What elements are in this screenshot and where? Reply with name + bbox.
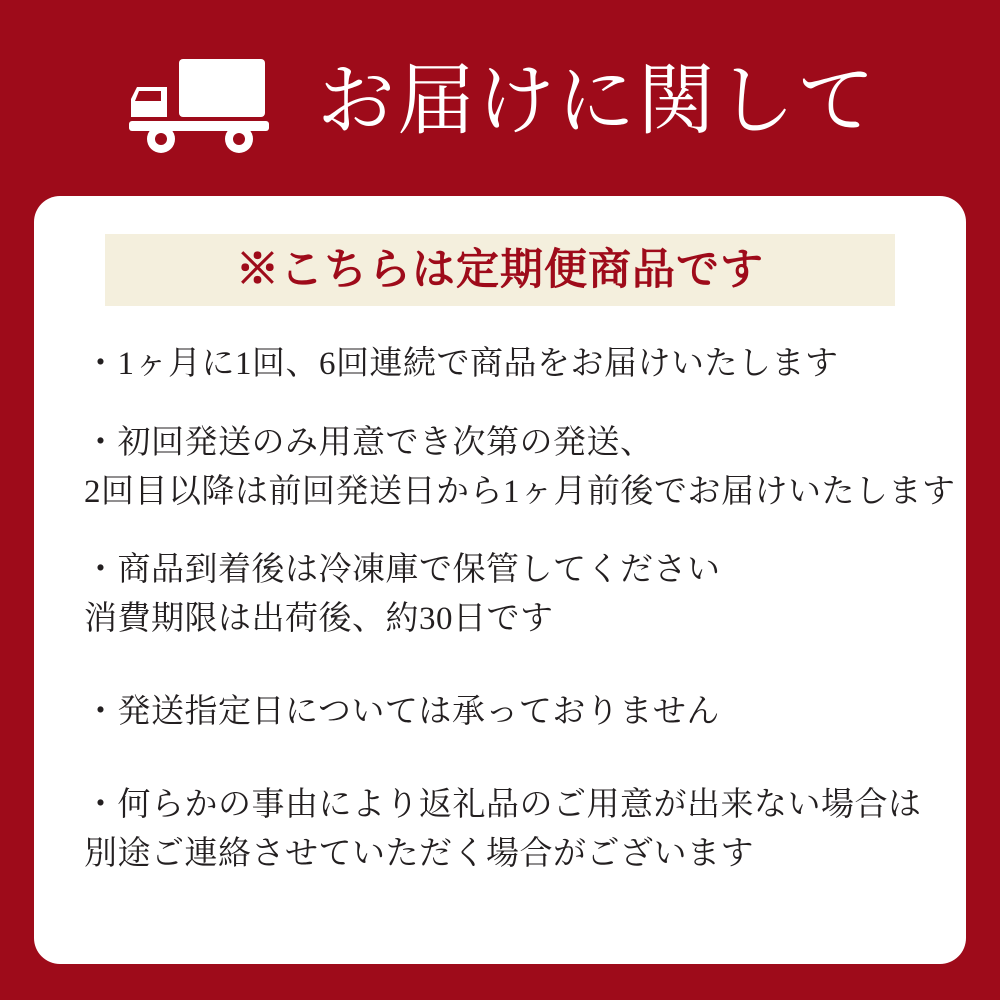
- subscription-notice-text: ※こちらは定期便商品です: [236, 246, 764, 294]
- page-title: お届けに関して: [316, 57, 877, 144]
- list-item-line: ・何らかの事由により返礼品のご用意が出来ない場合は: [84, 786, 922, 823]
- list-item-line: ・初回発送のみ用意でき次第の発送、: [84, 424, 654, 461]
- delivery-truck-icon: [123, 47, 291, 155]
- list-item-line: 2回目以降は前回発送日から1ヶ月前後でお届けいたします: [84, 473, 956, 510]
- list-item: [84, 688, 916, 737]
- list-item-line: ・発送指定日については承っておりません: [84, 694, 720, 731]
- list-item: [84, 419, 956, 517]
- info-card: [34, 196, 966, 964]
- list-item-line: ・1ヶ月に1回、6回連続で商品をお届けいたします: [84, 346, 839, 382]
- list-item-line: 消費期限は出荷後、約30日です: [84, 601, 554, 638]
- list-item: [84, 340, 916, 389]
- list-item: [84, 781, 922, 879]
- list-item: [84, 546, 916, 644]
- list-item-line: ・商品到着後は冷凍庫で保管してください: [84, 552, 721, 589]
- subscription-notice-banner: [105, 234, 895, 306]
- delivery-notes-list: [78, 340, 956, 879]
- list-item-line: 別途ご連絡させていただく場合がございます: [84, 835, 754, 872]
- page-header: [0, 36, 1000, 166]
